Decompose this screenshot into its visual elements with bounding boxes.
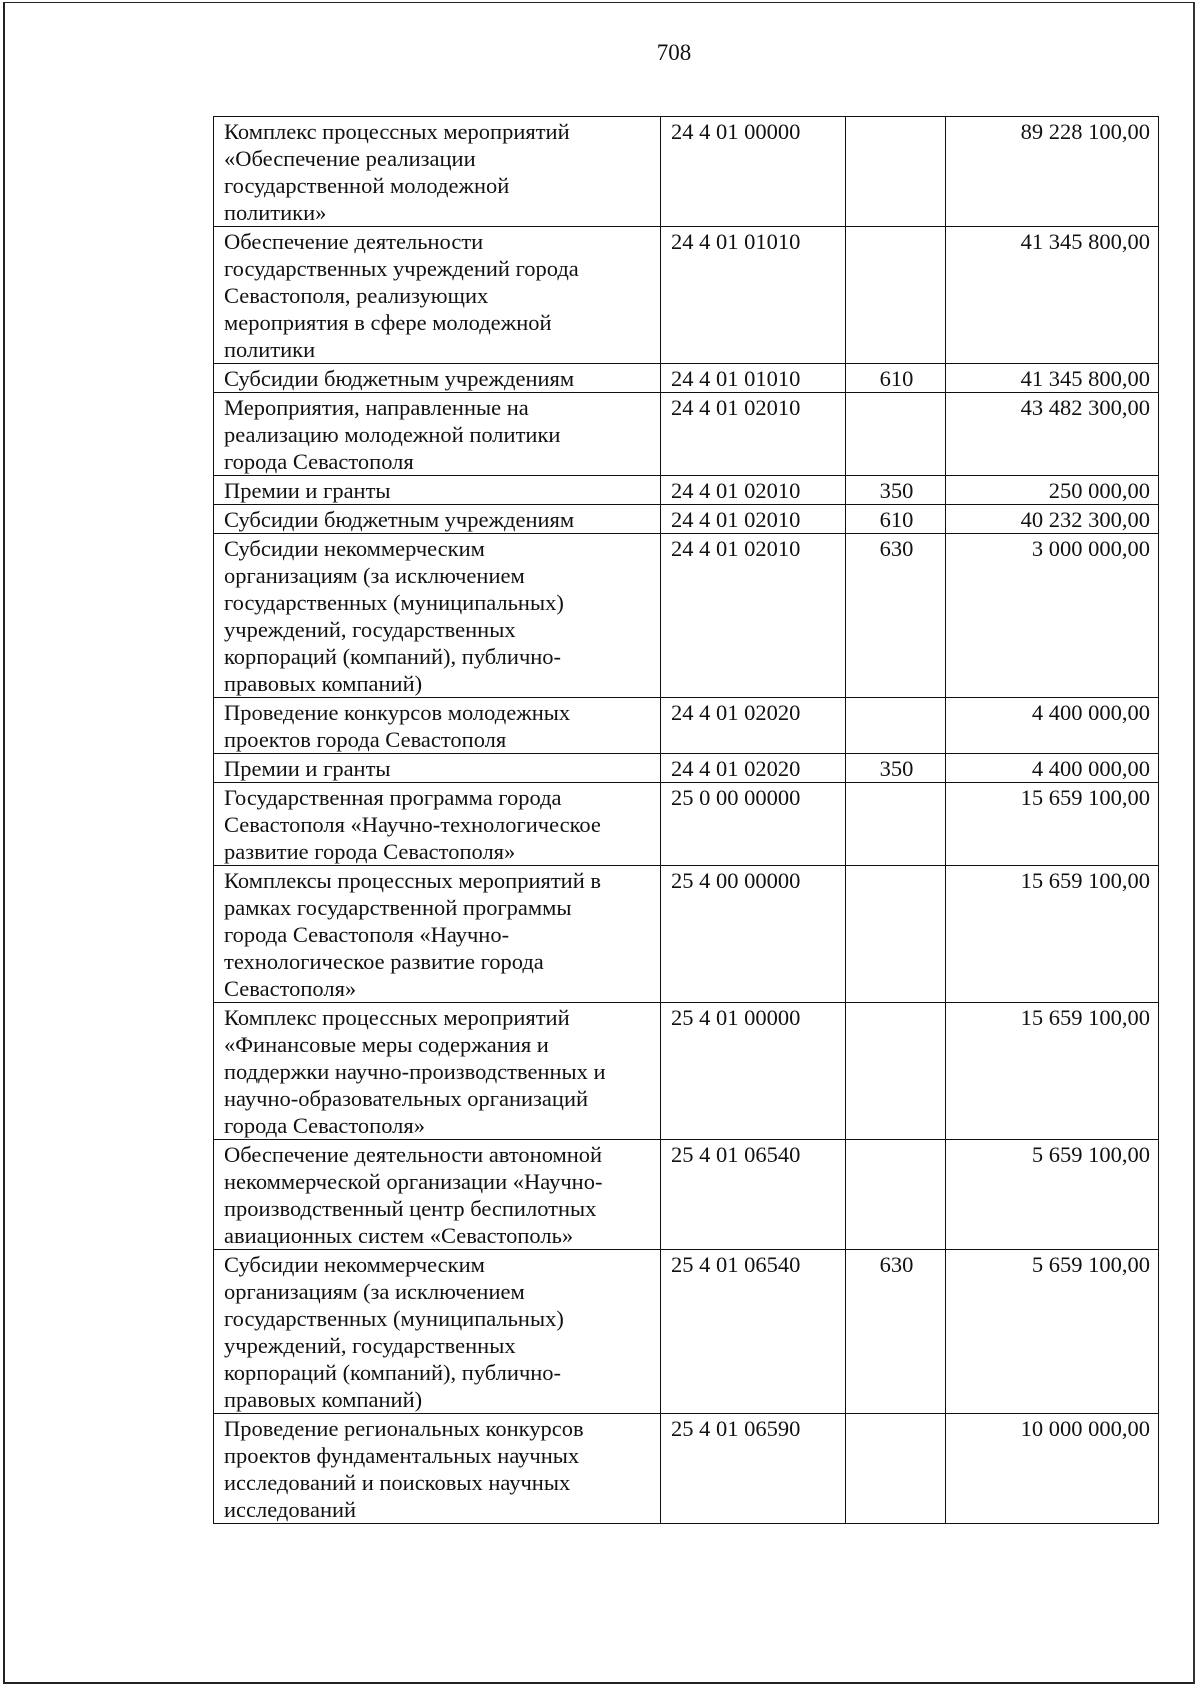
table-row (214, 866, 1159, 1003)
row-name-cell: Премии и гранты (214, 476, 661, 505)
table-row (214, 1140, 1159, 1250)
table-row (214, 534, 1159, 698)
row-expense-type-cell: 350 (846, 754, 946, 783)
row-expense-type-cell: 630 (846, 534, 946, 698)
table-row (214, 393, 1159, 476)
table-row (214, 227, 1159, 364)
row-code-cell: 24 4 01 01010 (661, 364, 846, 393)
row-expense-type-cell (846, 698, 946, 754)
row-expense-type-cell: 350 (846, 476, 946, 505)
row-sum-cell: 4 400 000,00 (946, 754, 1159, 783)
row-code-cell: 25 4 01 06590 (661, 1414, 846, 1524)
row-code-cell: 24 4 01 02020 (661, 754, 846, 783)
table-row (214, 117, 1159, 227)
row-name-cell: Мероприятия, направленные на реализацию молодежной политики города Севастополя (214, 393, 661, 476)
row-sum-cell: 3 000 000,00 (946, 534, 1159, 698)
row-sum-cell: 250 000,00 (946, 476, 1159, 505)
row-code-cell: 24 4 01 02010 (661, 476, 846, 505)
row-sum-cell: 15 659 100,00 (946, 1003, 1159, 1140)
row-name-cell: Обеспечение деятельности государственных учреждений города Севастополя, реализующих мероприятия в сфере молодежной политики (214, 227, 661, 364)
row-name-cell: Комплекс процессных мероприятий «Финансовые меры содержания и поддержки научно-производственных и научно-образовательных организаций города Севастополя» (214, 1003, 661, 1140)
row-code-cell: 24 4 01 02010 (661, 534, 846, 698)
row-code-cell: 25 4 01 00000 (661, 1003, 846, 1140)
row-code-cell: 25 4 01 06540 (661, 1140, 846, 1250)
row-sum-cell: 10 000 000,00 (946, 1414, 1159, 1524)
row-name-cell: Субсидии некоммерческим организациям (за исключением государственных (муниципальных) учреждений, государственных корпораций (компаний), публично- правовых компаний) (214, 1250, 661, 1414)
row-name-cell: Субсидии бюджетным учреждениям (214, 364, 661, 393)
row-expense-type-cell (846, 393, 946, 476)
row-name-cell: Государственная программа города Севастополя «Научно-технологическое развитие города Севастополя» (214, 783, 661, 866)
row-name-cell: Проведение конкурсов молодежных проектов города Севастополя (214, 698, 661, 754)
row-name-cell: Проведение региональных конкурсов проектов фундаментальных научных исследований и поисковых научных исследований (214, 1414, 661, 1524)
row-expense-type-cell: 630 (846, 1250, 946, 1414)
table-row (214, 754, 1159, 783)
row-sum-cell: 15 659 100,00 (946, 783, 1159, 866)
row-expense-type-cell (846, 117, 946, 227)
table-row (214, 505, 1159, 534)
row-expense-type-cell (846, 1003, 946, 1140)
row-expense-type-cell: 610 (846, 364, 946, 393)
row-sum-cell: 41 345 800,00 (946, 364, 1159, 393)
row-sum-cell: 4 400 000,00 (946, 698, 1159, 754)
row-code-cell: 24 4 01 01010 (661, 227, 846, 364)
budget-table (213, 116, 1159, 1524)
row-expense-type-cell (846, 1140, 946, 1250)
row-sum-cell: 89 228 100,00 (946, 117, 1159, 227)
row-name-cell: Субсидии бюджетным учреждениям (214, 505, 661, 534)
table-row (214, 1003, 1159, 1140)
row-sum-cell: 5 659 100,00 (946, 1140, 1159, 1250)
row-expense-type-cell (846, 866, 946, 1003)
row-sum-cell: 5 659 100,00 (946, 1250, 1159, 1414)
row-name-cell: Субсидии некоммерческим организациям (за исключением государственных (муниципальных) учреждений, государственных корпораций (компаний), публично- правовых компаний) (214, 534, 661, 698)
row-sum-cell: 43 482 300,00 (946, 393, 1159, 476)
table-row (214, 698, 1159, 754)
row-expense-type-cell (846, 783, 946, 866)
budget-table-body (214, 117, 1159, 1524)
page-number: 708 (656, 40, 692, 65)
row-code-cell: 24 4 01 02020 (661, 698, 846, 754)
row-code-cell: 24 4 01 02010 (661, 505, 846, 534)
row-code-cell: 25 4 01 06540 (661, 1250, 846, 1414)
row-name-cell: Премии и гранты (214, 754, 661, 783)
row-code-cell: 24 4 01 00000 (661, 117, 846, 227)
row-name-cell: Комплексы процессных мероприятий в рамках государственной программы города Севастополя «Научно- технологическое развитие города Севастополя» (214, 866, 661, 1003)
table-row (214, 783, 1159, 866)
row-code-cell: 25 4 00 00000 (661, 866, 846, 1003)
row-sum-cell: 15 659 100,00 (946, 866, 1159, 1003)
table-row (214, 1414, 1159, 1524)
row-sum-cell: 40 232 300,00 (946, 505, 1159, 534)
table-row (214, 1250, 1159, 1414)
table-row (214, 364, 1159, 393)
row-code-cell: 25 0 00 00000 (661, 783, 846, 866)
row-expense-type-cell (846, 227, 946, 364)
row-expense-type-cell: 610 (846, 505, 946, 534)
row-name-cell: Комплекс процессных мероприятий «Обеспечение реализации государственной молодежной политики» (214, 117, 661, 227)
row-code-cell: 24 4 01 02010 (661, 393, 846, 476)
row-expense-type-cell (846, 1414, 946, 1524)
row-name-cell: Обеспечение деятельности автономной некоммерческой организации «Научно- производственный центр беспилотных авиационных систем «Севастополь» (214, 1140, 661, 1250)
table-row (214, 476, 1159, 505)
row-sum-cell: 41 345 800,00 (946, 227, 1159, 364)
